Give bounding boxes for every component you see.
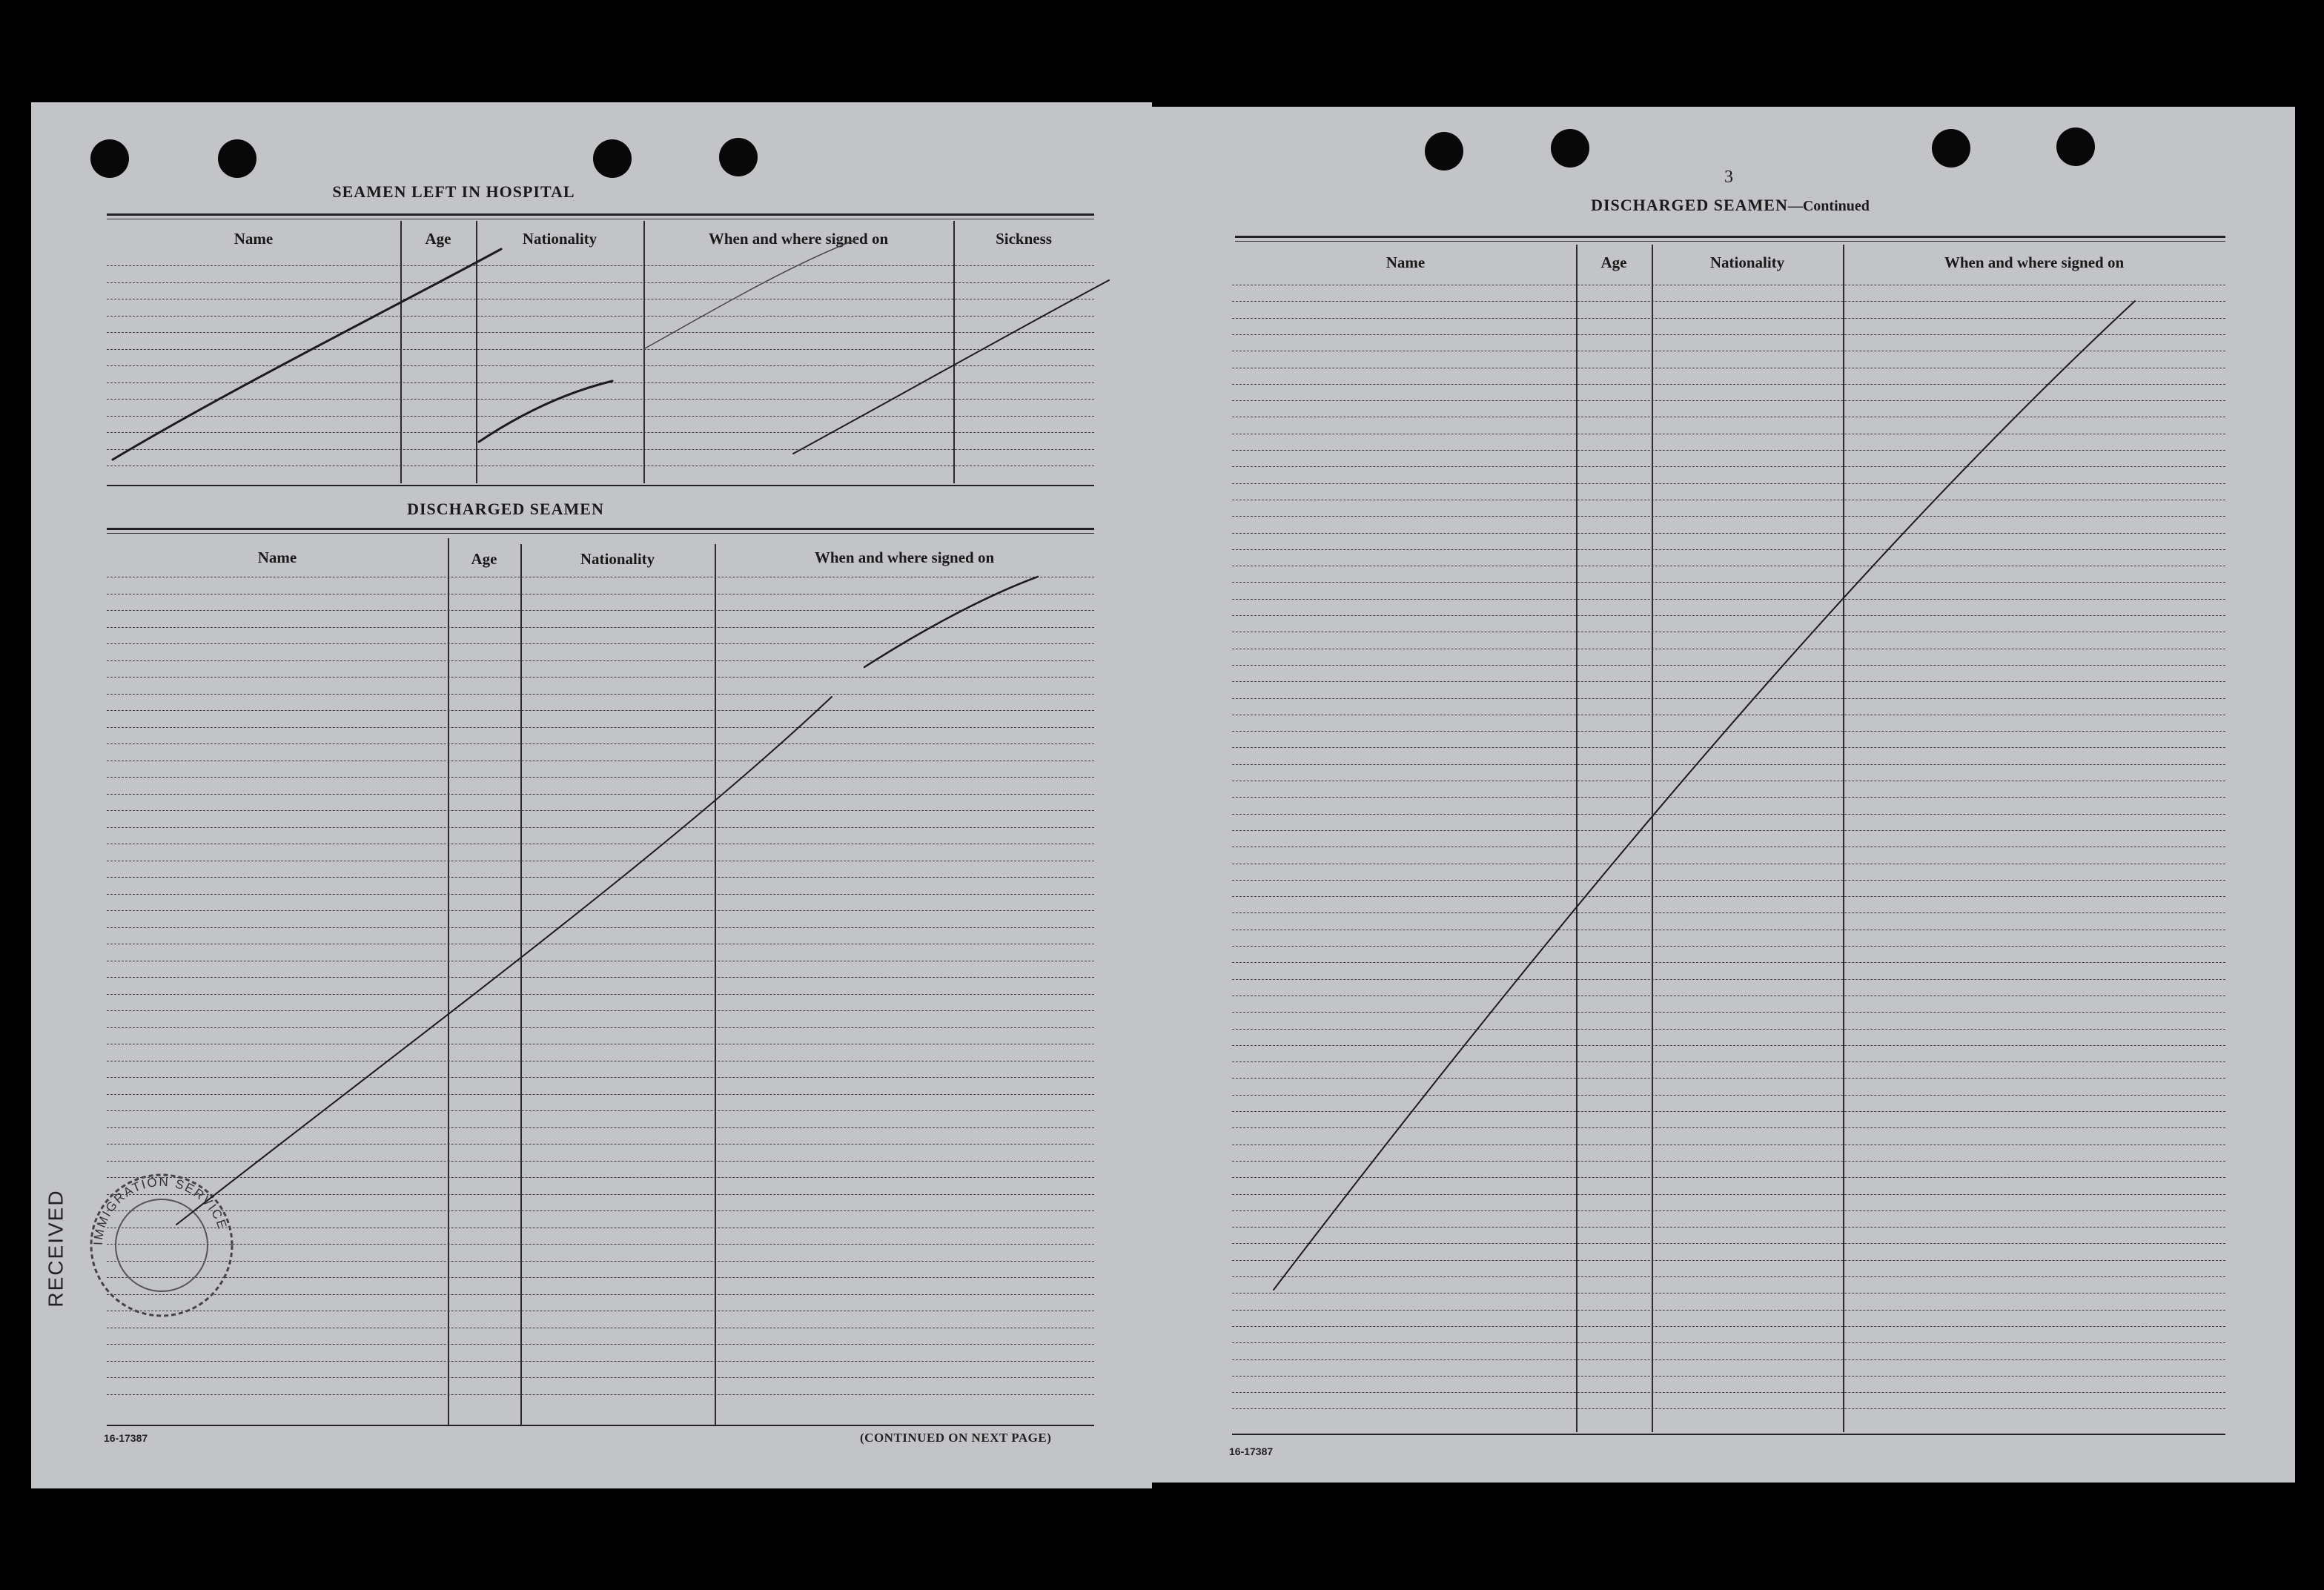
pen-stroke — [479, 381, 612, 442]
pen-stroke — [864, 577, 1038, 667]
pen-stroke — [113, 249, 501, 460]
title-main: DISCHARGED SEAMEN — [1591, 196, 1788, 214]
page-number: 3 — [1724, 168, 1733, 187]
column-header-nationality: Nationality — [580, 550, 655, 568]
discharged-section-title: DISCHARGED SEAMEN — [407, 500, 604, 518]
column-header-sickness: Sickness — [996, 230, 1052, 248]
column-header-signed-on: When and where signed on — [814, 549, 995, 566]
column-header-age: Age — [425, 230, 451, 248]
pen-stroke — [176, 697, 832, 1225]
column-header-nationality: Nationality — [522, 230, 597, 248]
column-header-name: Name — [1386, 254, 1426, 271]
stamp-text: IMMIGRATION SERVICE — [90, 1174, 231, 1246]
received-margin-text: RECEIVED — [44, 1189, 67, 1308]
pen-stroke — [1274, 301, 2135, 1290]
pen-stroke — [793, 280, 1109, 454]
column-header-signed-on: When and where signed on — [1944, 254, 2125, 271]
hospital-section-title: SEAMEN LEFT IN HOSPITAL — [332, 182, 575, 201]
title-suffix: —Continued — [1787, 198, 1870, 214]
column-header-nationality: Nationality — [1709, 254, 1785, 271]
column-header-age: Age — [471, 550, 497, 568]
column-header-name: Name — [234, 230, 274, 248]
form-number: 16-17387 — [1229, 1445, 1274, 1457]
column-header-age: Age — [1600, 254, 1627, 271]
column-header-name: Name — [257, 549, 297, 566]
continued-note: (CONTINUED ON NEXT PAGE) — [860, 1431, 1052, 1445]
form-number: 16-17387 — [104, 1432, 148, 1444]
pen-stroke — [645, 239, 858, 348]
column-header-signed-on: When and where signed on — [708, 230, 889, 248]
